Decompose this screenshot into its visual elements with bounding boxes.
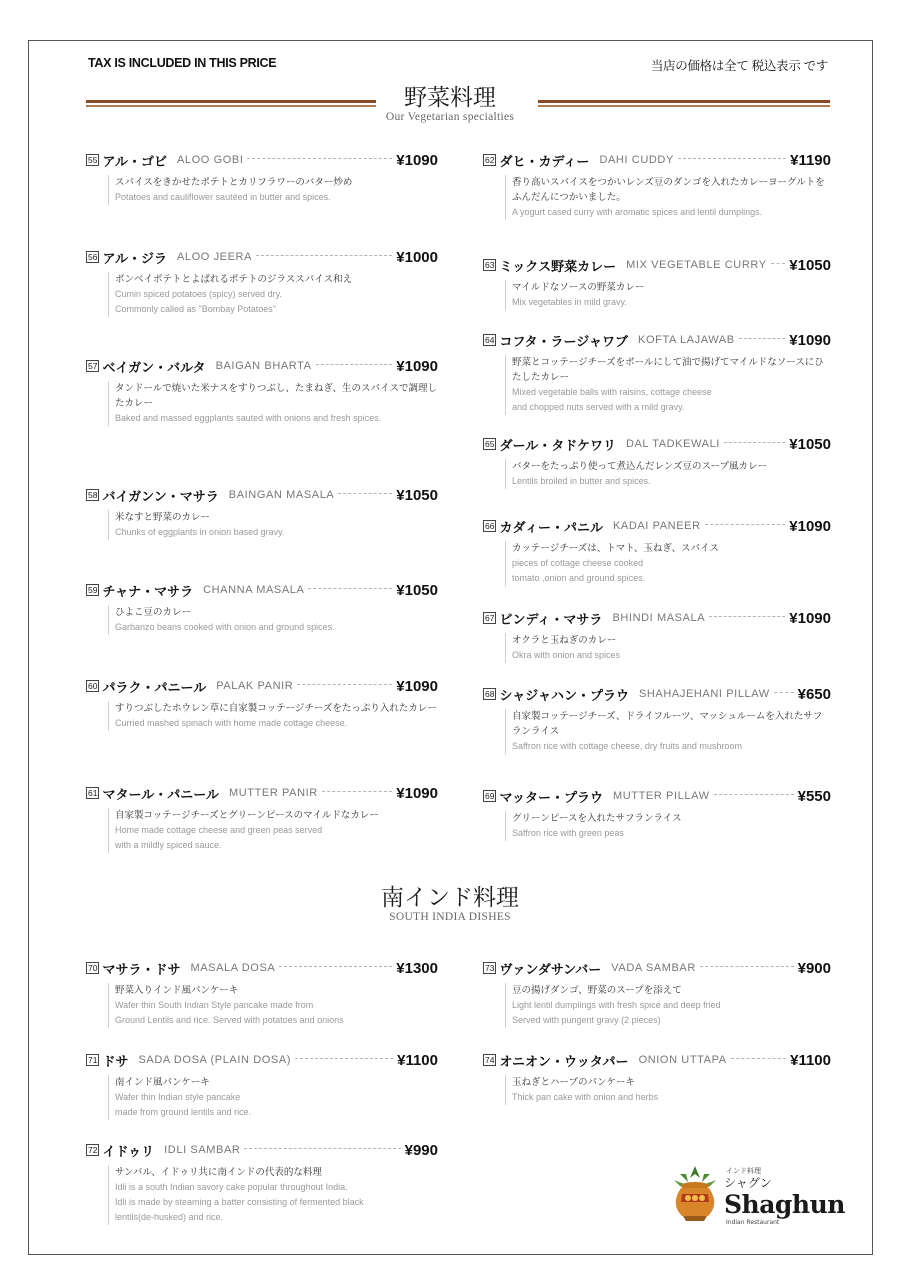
item-name-en: KADAI PANEER (612, 520, 701, 532)
item-description-jp: 野菜とコッテージチーズをボールにして油で揚げてマイルドなソースにひたしたカレー (512, 357, 824, 383)
item-name-en: BHINDI MASALA (612, 612, 706, 624)
menu-item (483, 516, 831, 586)
item-description-jp: マイルドなソースの野菜カレー (512, 282, 645, 293)
item-description (505, 983, 831, 1028)
menu-item (483, 1050, 831, 1105)
item-description (108, 808, 438, 853)
leader-dots (256, 255, 392, 256)
item-description (505, 459, 831, 489)
item-description (108, 272, 438, 317)
item-description (505, 280, 831, 310)
item-name-en: MASALA DOSA (190, 962, 276, 974)
menu-item (86, 485, 438, 540)
item-name-en: CHANNA MASALA (203, 584, 305, 596)
item-price: ¥1050 (396, 486, 438, 504)
item-number: 73 (485, 963, 495, 973)
logo-subtitle: Indian Restaurant (726, 1219, 780, 1226)
menu-item-row (86, 1050, 438, 1070)
leader-dots (739, 338, 786, 339)
item-number: 67 (485, 613, 495, 623)
leader-dots (731, 1058, 786, 1059)
item-price: ¥1190 (790, 151, 831, 169)
item-description (108, 510, 438, 540)
leader-dots (724, 442, 785, 443)
item-name-en: DAHI CUDDY (599, 154, 674, 166)
item-number: 56 (88, 252, 98, 262)
item-name-en: BAIGAN BHARTA (215, 360, 312, 372)
item-price: ¥1050 (789, 435, 831, 453)
item-description-en: Lentils broiled in butter and spices. (512, 476, 651, 486)
item-description (505, 175, 831, 220)
item-name-jp: ダヒ・カディー (499, 154, 590, 170)
item-number: 69 (485, 791, 495, 801)
menu-item (483, 684, 831, 754)
menu-item (86, 1050, 438, 1120)
item-description-jp: ボンベイポテトとよばれるポテトのジラススパイス和え (115, 274, 353, 285)
item-description (108, 175, 438, 205)
leader-dots (279, 966, 392, 967)
item-name-jp: ドサ (102, 1054, 129, 1070)
item-description-en: Home made cottage cheese and green peas served with a mildly spiced sauce. (115, 825, 323, 850)
item-description-jp: 南インド風パンケーキ (115, 1077, 210, 1088)
menu-item (483, 150, 831, 220)
item-price: ¥1050 (396, 581, 438, 599)
item-price: ¥900 (797, 959, 831, 977)
item-number: 62 (485, 155, 495, 165)
item-description-en: Wafer thin South Indian Style pancake made from Ground Lentils and rice. Served with potatoes and onions (115, 1000, 344, 1025)
menu-item-row (86, 580, 438, 600)
menu-item (86, 1140, 438, 1225)
south-heading (0, 884, 900, 924)
menu-item-row (483, 1050, 831, 1070)
item-description-en: Potatoes and cauliflower sautéed in butter and spices. (115, 192, 331, 202)
item-name-en: MUTTER PANIR (228, 787, 318, 799)
logo-name: Shaghun (724, 1190, 845, 1219)
item-description-jp: タンドールで焼いた米ナスをすりつぶし、たまねぎ、生のスパイスで調理したカレー (115, 383, 437, 409)
item-name-jp: マサラ・ドサ (102, 962, 181, 978)
item-name-en: VADA SAMBAR (611, 962, 696, 974)
item-description-en: Idli is a south Indian savory cake popular throughout India. Idli is made by steaming a batter consisting of fermented black lentils(de-husked) and rice. (115, 1182, 364, 1222)
item-description (108, 701, 438, 731)
leader-dots (338, 493, 392, 494)
menu-item-row (86, 1140, 438, 1160)
vegetarian-title-jp: 野菜料理 (404, 85, 496, 111)
item-description-en: Mixed vegetable balls with raisins, cottage cheese and chopped nuts served with a mild gravy. (512, 387, 712, 412)
item-name-jp: アル・ゴビ (102, 154, 167, 170)
menu-item-row (86, 783, 438, 803)
item-number: 61 (88, 788, 98, 798)
leader-dots (709, 616, 785, 617)
item-price: ¥1000 (396, 248, 438, 266)
item-name-en: PALAK PANIR (216, 680, 294, 692)
leader-dots (678, 158, 786, 159)
leader-dots (322, 791, 392, 792)
item-description (108, 983, 438, 1028)
menu-item (483, 255, 831, 310)
item-number: 70 (88, 963, 98, 973)
item-name-jp: マッター・プラウ (499, 790, 603, 806)
item-number: 60 (88, 681, 98, 691)
item-description-jp: 米なすと野菜のカレー (115, 512, 211, 523)
item-name-jp: チャナ・マサラ (102, 584, 194, 600)
menu-item-row (483, 608, 831, 628)
item-price: ¥990 (404, 1141, 438, 1159)
item-description-en: Thick pan cake with onion and herbs (512, 1092, 659, 1102)
item-description-en: Garbanzo beans cooked with onion and ground spices. (115, 622, 335, 632)
vegetarian-title-en: Our Vegetarian specialties (385, 111, 515, 123)
leader-dots (297, 684, 392, 685)
menu-item-row (86, 485, 438, 505)
item-number: 59 (88, 585, 98, 595)
item-name-jp: ミックス野菜カレー (499, 259, 617, 275)
item-name-jp: オニオン・ウッタパー (499, 1054, 629, 1070)
item-description-en: Curried mashed spinach with home made cottage cheese. (115, 718, 348, 728)
item-name-en: ALOO GOBI (176, 154, 244, 166)
menu-item-row (483, 786, 831, 806)
item-name-en: MIX VEGETABLE CURRY (626, 259, 767, 271)
item-price: ¥1090 (396, 357, 438, 375)
item-number: 63 (485, 260, 495, 270)
item-name-jp: マタール・パニール (102, 787, 219, 803)
item-description (108, 1075, 438, 1120)
item-price: ¥1090 (789, 331, 831, 349)
item-name-jp: パラク・パニール (102, 680, 207, 696)
item-name-en: BAINGAN MASALA (228, 489, 335, 501)
menu-item-row (86, 958, 438, 978)
leader-dots (308, 588, 392, 589)
leader-dots (295, 1058, 393, 1059)
menu-item-row (86, 150, 438, 170)
item-number: 58 (88, 490, 98, 500)
item-price: ¥1100 (397, 1051, 438, 1069)
leader-dots (244, 1148, 400, 1149)
item-description-jp: オクラと玉ねぎのカレー (512, 635, 617, 646)
menu-item-row (483, 330, 831, 350)
menu-item-row (483, 684, 831, 704)
item-name-jp: ベイガン・バルタ (102, 360, 206, 376)
leader-dots (774, 692, 794, 693)
menu-item (86, 676, 438, 731)
item-price: ¥1090 (396, 677, 438, 695)
menu-item-row (483, 150, 831, 170)
item-number: 71 (88, 1055, 98, 1065)
item-name-jp: ヴァンダサンバー (499, 962, 602, 978)
item-description-en: Saffron rice with green peas (512, 828, 624, 838)
leader-dots (705, 524, 786, 525)
item-price: ¥1090 (789, 517, 831, 535)
item-description-jp: スパイスをきかせたポテトとカリフラワーのバター炒め (115, 177, 353, 188)
pot-icon (666, 1164, 724, 1224)
item-description-en: Wafer thin Indian style pancake made from ground lentils and rice. (115, 1092, 252, 1117)
item-description-en: Mix vegetables in mild gravy. (512, 297, 627, 307)
item-name-en: SHAHAJEHANI PILLAW (638, 688, 770, 700)
leader-dots (700, 966, 794, 967)
item-description (108, 1165, 438, 1225)
item-description-jp: カッテージチーズは、トマト、玉ねぎ、スパイス (512, 543, 719, 554)
item-description (505, 709, 831, 754)
item-name-en: MUTTER PILLAW (612, 790, 710, 802)
item-name-en: KOFTA LAJAWAB (638, 334, 735, 346)
item-description-jp: 豆の揚げダンゴ、野菜のスープを添えて (512, 985, 682, 996)
menu-item-row (86, 247, 438, 267)
logo-kana: シャグン (724, 1176, 772, 1190)
item-number: 74 (485, 1055, 495, 1065)
menu-item (483, 330, 831, 415)
vegetarian-heading (0, 84, 900, 124)
south-title-jp: 南インド料理 (381, 885, 519, 911)
item-description (505, 811, 831, 841)
item-name-en: SADA DOSA (PLAIN DOSA) (138, 1054, 292, 1066)
menu-item (483, 786, 831, 841)
menu-item (86, 958, 438, 1028)
item-price: ¥1300 (396, 959, 438, 977)
item-price: ¥650 (797, 685, 831, 703)
item-description-en: Okra with onion and spices (512, 650, 621, 660)
menu-item-row (483, 434, 831, 454)
item-name-jp: イドゥリ (102, 1144, 155, 1160)
logo-small-text: インド料理 (726, 1167, 761, 1175)
item-description-jp: 玉ねぎとハーブのパンケーキ (512, 1077, 635, 1088)
item-price: ¥1100 (790, 1051, 831, 1069)
item-description-jp: 自家製コッテージチーズ、ドライフルーツ、マッシュルームを入れたサフランライス (512, 711, 823, 737)
menu-item-row (483, 958, 831, 978)
item-price: ¥550 (797, 787, 831, 805)
item-price: ¥1090 (396, 151, 438, 169)
restaurant-logo (666, 1160, 856, 1230)
item-number: 68 (485, 689, 495, 699)
item-description-jp: サンバル、イドゥリ共に南インドの代表的な料理 (115, 1167, 322, 1178)
item-description-en: Light lentil dumplings with fresh spice and deep fried Served with pungent gravy (2 pieces) (512, 1000, 721, 1025)
south-title-en: SOUTH INDIA DISHES (389, 911, 511, 923)
item-description-en: Chunks of eggplants in onion based gravy. (115, 527, 285, 537)
item-name-en: IDLI SAMBAR (164, 1144, 241, 1156)
item-description-en: Cumin spiced potatoes (spicy) served dry. Commonly called as "Bombay Potatoes" (115, 289, 282, 314)
item-name-jp: シャジャハン・プラウ (499, 688, 629, 704)
item-name-jp: アル・ジラ (102, 251, 167, 267)
tax-notice-en: TAX IS INCLUDED IN THIS PRICE (88, 56, 277, 70)
item-number: 57 (88, 361, 98, 371)
item-name-jp: バイガンン・マサラ (102, 489, 219, 505)
item-name-en: DAL TADKEWALI (625, 438, 720, 450)
leader-dots (247, 158, 392, 159)
item-price: ¥1050 (789, 256, 831, 274)
item-description-jp: 香り高いスパイスをつかいレンズ豆のダンゴを入れたカレーヨーグルトをふんだんにつかいました。 (512, 177, 825, 203)
menu-item-row (86, 676, 438, 696)
item-number: 72 (88, 1145, 98, 1155)
menu-item-row (483, 255, 831, 275)
tax-notice-jp: 当店の価格は全て 税込表示 です (650, 59, 828, 73)
item-name-en: ALOO JEERA (176, 251, 253, 263)
item-description (505, 355, 831, 415)
item-number: 55 (88, 155, 98, 165)
item-description (505, 1075, 831, 1105)
item-description-en: pieces of cottage cheese cooked tomato ,onion and ground spices. (512, 558, 646, 583)
menu-item (86, 580, 438, 635)
leader-dots (316, 364, 393, 365)
menu-item (86, 356, 438, 426)
menu-item (483, 958, 831, 1028)
menu-item (86, 783, 438, 853)
item-description (505, 633, 831, 663)
item-description-en: Baked and massed eggplants sauted with onions and fresh spices. (115, 413, 382, 423)
menu-item-row (483, 516, 831, 536)
item-price: ¥1090 (396, 784, 438, 802)
item-description-jp: ひよこ豆のカレー (115, 607, 192, 618)
item-description-jp: すりつぶしたホウレン草に自家製コッテージチーズをたっぷり入れたカレー (115, 703, 437, 714)
item-price: ¥1090 (789, 609, 831, 627)
leader-dots (714, 794, 794, 795)
menu-item (483, 434, 831, 489)
leader-dots (771, 263, 786, 264)
item-name-jp: ダール・タドケワリ (499, 438, 616, 454)
item-number: 66 (485, 521, 495, 531)
item-description-jp: 自家製コッテージチーズとグリーンピースのマイルドなカレー (115, 810, 379, 821)
item-description (505, 541, 831, 586)
menu-item (483, 608, 831, 663)
item-number: 65 (485, 439, 495, 449)
item-name-jp: コフタ・ラージャワブ (499, 334, 629, 350)
item-name-jp: ビンディ・マサラ (499, 612, 603, 628)
menu-item (86, 247, 438, 317)
item-name-jp: カダィー・パニル (499, 520, 603, 536)
item-description-en: Saffron rice with cottage cheese, dry fruits and mushroom (512, 741, 742, 751)
item-description-jp: バターをたっぷり使って煮込んだレンズ豆のスープ風カレー (512, 461, 768, 472)
menu-item (86, 150, 438, 205)
item-description-en: A yogurt cased curry with aromatic spices and lentil dumplings. (512, 207, 763, 217)
item-description (108, 381, 438, 426)
item-description-jp: 野菜入りインド風パンケーキ (115, 985, 239, 996)
item-description (108, 605, 438, 635)
item-number: 64 (485, 335, 495, 345)
item-name-en: ONION UTTAPA (638, 1054, 727, 1066)
item-description-jp: グリーンピースを入れたサフランライス (512, 813, 682, 824)
menu-item-row (86, 356, 438, 376)
